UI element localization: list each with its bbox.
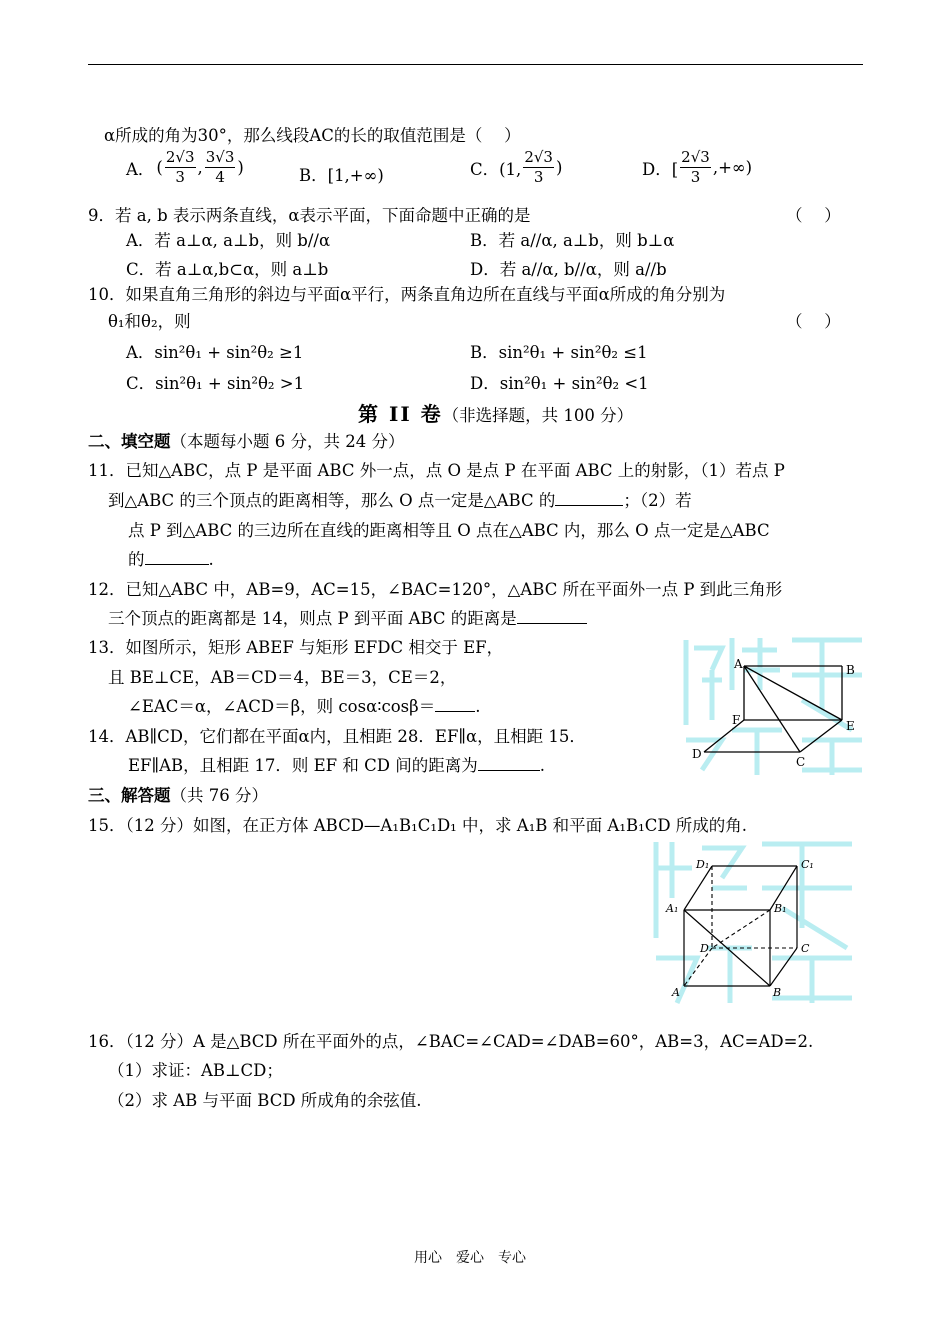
svg-text:B: B: [773, 986, 782, 999]
svg-text:B₁: B₁: [774, 902, 787, 915]
section3-heading: 三、解答题（共 76 分）: [88, 786, 268, 805]
svg-text:F: F: [732, 713, 741, 727]
q10-option-d: D．sin²θ₁ + sin²θ₂ <1: [470, 374, 649, 393]
q14-line1: 14．AB∥CD，它们都在平面α内，且相距 28．EF∥α，且相距 15．: [88, 727, 586, 746]
q8-option-b: B．[1,+∞): [299, 166, 384, 185]
svg-text:B: B: [846, 663, 855, 677]
q10-stem-2: θ₁和θ₂，则: [108, 312, 191, 331]
q11-line2: 到△ABC 的三个顶点的距离相等，那么 O 点一定是△ABC 的 ；（2）若: [108, 487, 692, 511]
svg-text:C: C: [796, 755, 806, 769]
svg-text:C: C: [801, 942, 810, 955]
q12-line1: 12．已知△ABC 中，AB=9，AC=15，∠BAC=120°，△ABC 所在平面外一点 P 到此三角形: [88, 580, 783, 599]
q13-blank: [435, 695, 475, 713]
q9-option-b: B．若 a//α, a⊥b，则 b⊥α: [470, 231, 675, 250]
q13-line1: 13．如图所示，矩形 ABEF 与矩形 EFDC 相交于 EF，: [88, 638, 504, 657]
svg-text:E: E: [846, 719, 855, 733]
q9-stem: 9．若 a, b 表示两条直线，α表示平面，下面命题中正确的是: [88, 206, 531, 225]
q10-stem: 10．如果直角三角形的斜边与平面α平行，两条直角边所在直线与平面α所成的角分别为: [88, 285, 726, 304]
page-footer: 用心 爱心 专心: [414, 1250, 526, 1266]
q11-line1: 11．已知△ABC，点 P 是平面 ABC 外一点，点 O 是点 P 在平面 ABC 上的射影，（1）若点 P: [88, 461, 785, 480]
q14-line2: EF∥AB，且相距 17．则 EF 和 CD 间的距离为 .: [128, 752, 545, 776]
part2-heading: 第 II 卷（非选择题，共 100 分）: [358, 402, 634, 426]
q15-cube-solid-edges: [684, 866, 797, 986]
q16-line3: （2）求 AB 与平面 BCD 所成角的余弦值.: [108, 1091, 422, 1110]
watermark-seal: [686, 638, 862, 775]
q11-blank-1: [555, 489, 623, 507]
q12-line2: 三个顶点的距离都是 14，则点 P 到平面 ABC 的距离是: [108, 605, 587, 629]
q13-line2: 且 BE⊥CE，AB＝CD＝4，BE＝3，CE＝2，: [108, 668, 457, 687]
header-rule: [88, 64, 863, 65]
q15-cube-figure: [652, 838, 862, 1010]
q11-line4: 的 .: [128, 546, 214, 570]
q9-answer-paren: （ ）: [786, 206, 841, 225]
svg-text:A: A: [734, 657, 743, 671]
q10-option-c: C．sin²θ₁ + sin²θ₂ >1: [126, 374, 305, 393]
q8-option-d: D．[ $\frac{2√3}{3}$ ,+∞): [642, 148, 753, 186]
q8-stem: α所成的角为30°，那么线段AC的长的取值范围是（ ）: [104, 126, 521, 145]
q15-line1: 15．（12 分）如图，在正方体 ABCD—A₁B₁C₁D₁ 中，求 A₁B 和平面 A₁B₁CD 所成的角.: [88, 816, 748, 835]
q9-option-a: A．若 a⊥α, a⊥b，则 b//α: [126, 231, 331, 250]
q9-option-c: C．若 a⊥α,b⊂α，则 a⊥b: [126, 260, 329, 279]
q8-option-a: A． ( $\frac{2√3}{3}$ , $\frac{3√3}{4}$ ): [126, 148, 244, 186]
svg-text:D₁: D₁: [696, 858, 710, 871]
q12-blank: [517, 607, 587, 625]
section2-heading: 二、填空题（本题每小题 6 分，共 24 分）: [88, 432, 405, 451]
svg-text:D: D: [700, 942, 709, 955]
q16-line2: （1）求证：AB⊥CD；: [108, 1061, 283, 1080]
q13-figure: [682, 630, 872, 780]
q11-blank-2: [145, 548, 209, 566]
q13-line3: ∠EAC＝α，∠ACD＝β，则 cosα∶cosβ＝ .: [128, 693, 480, 717]
svg-text:A: A: [672, 986, 680, 999]
q9-option-d: D．若 a//α, b//α，则 a//b: [470, 260, 667, 279]
q10-option-a: A．sin²θ₁ + sin²θ₂ ≥1: [126, 343, 304, 362]
svg-text:C₁: C₁: [801, 858, 814, 871]
q16-line1: 16．（12 分）A 是△BCD 所在平面外的点，∠BAC=∠CAD=∠DAB=60°，AB=3，AC=AD=2.: [88, 1032, 814, 1051]
q8-option-c: C．(1, $\frac{2√3}{3}$ ): [470, 148, 563, 186]
q11-line3: 点 P 到△ABC 的三边所在直线的距离相等且 O 点在△ABC 内，那么 O 点一定是△ABC: [128, 521, 770, 540]
svg-text:A₁: A₁: [666, 902, 679, 915]
q10-option-b: B．sin²θ₁ + sin²θ₂ ≤1: [470, 343, 648, 362]
svg-text:D: D: [692, 747, 702, 761]
q14-blank: [478, 754, 540, 772]
q10-answer-paren: （ ）: [786, 312, 841, 331]
